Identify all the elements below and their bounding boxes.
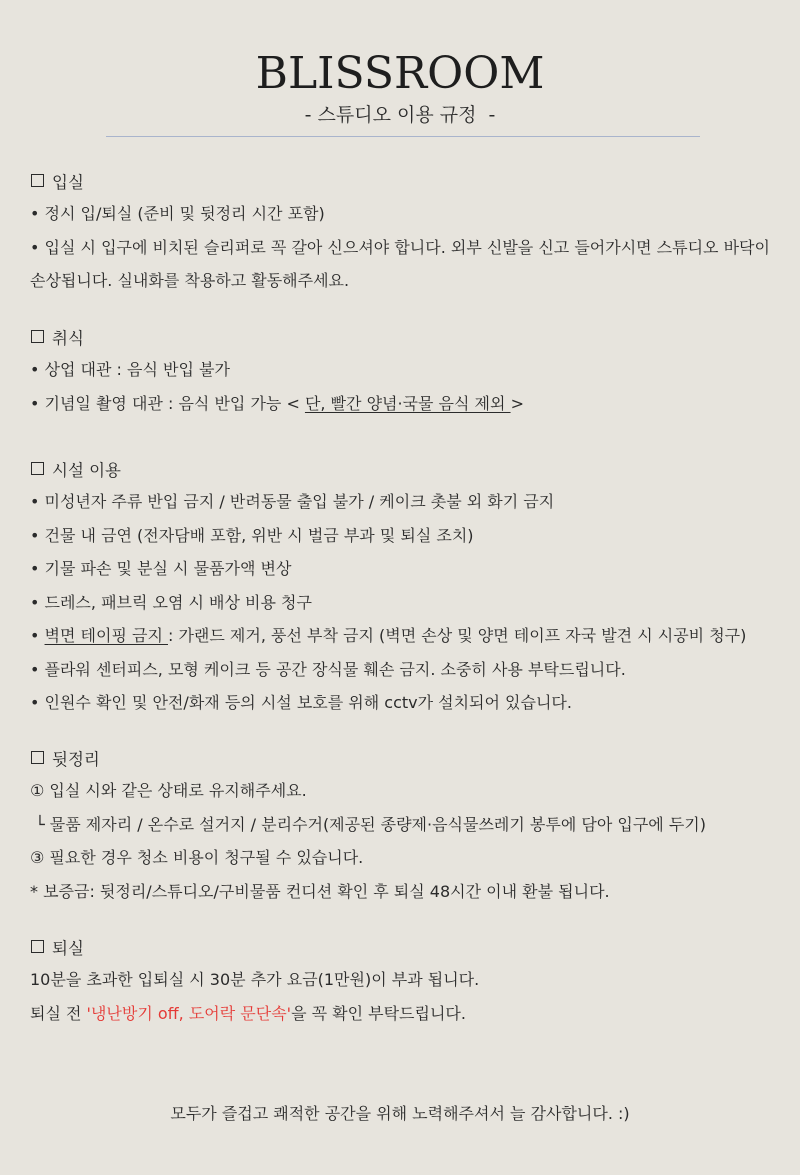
rule-underlined-text: 단, 빨간 양념·국물 음식 제외 (304, 393, 511, 413)
rule-line (30, 619, 775, 653)
rule-text: : 가랜드 제거, 풍선 부착 금지 (벽면 손상 및 양면 테이프 자국 발견 시 시공비 청구) (167, 626, 747, 645)
section-heading (30, 452, 775, 485)
section-food (30, 320, 775, 420)
rule-line: • 기물 파손 및 분실 시 물품가액 변상 (30, 559, 292, 578)
rule-line: └ 물품 제자리 / 온수로 설거지 / 분리수거(제공된 종량제·음식물쓰레기 봉투에 담아 입구에 두기) (30, 814, 706, 834)
rule-line: • 미성년자 주류 반입 금지 / 반려동물 출입 불가 / 케이크 촛불 외 화기 금지 (30, 492, 555, 511)
rule-text: • (30, 626, 45, 645)
header-divider (106, 136, 700, 137)
section-title: 뒷정리 (52, 749, 100, 769)
section-title: 퇴실 (52, 938, 84, 958)
section-checkin (30, 164, 775, 298)
section-title: 시설 이용 (52, 460, 122, 480)
rule-line: ① 입실 시와 같은 상태로 유지해주세요. (30, 781, 307, 800)
rule-line: • 플라워 센터피스, 모형 케이크 등 공간 장식물 훼손 금지. 소중히 사용 부탁드립니다. (30, 659, 626, 679)
rule-text: 을 꼭 확인 부탁드립니다. (291, 1003, 466, 1023)
checkbox-icon (31, 751, 44, 764)
rule-line (30, 387, 775, 421)
checkbox-icon (31, 940, 44, 953)
rule-underlined-text: 벽면 테이핑 금지 (44, 626, 168, 645)
rule-line: • 정시 입/퇴실 (준비 및 뒷정리 시간 포함) (30, 204, 325, 223)
rule-highlight-text: '냉난방기 off, 도어락 문단속' (86, 1003, 292, 1023)
section-heading (30, 320, 775, 353)
rule-line: ③ 필요한 경우 청소 비용이 청구될 수 있습니다. (30, 848, 364, 867)
page-subtitle: - 스튜디오 이용 규정 - (304, 104, 496, 126)
checkbox-icon (31, 174, 44, 187)
rule-text: 퇴실 전 (30, 1003, 87, 1023)
footer-message: 모두가 즐겁고 쾌적한 공간을 위해 노력해주셔서 늘 감사합니다. :) (170, 1104, 630, 1123)
rule-line: * 보증금: 뒷정리/스튜디오/구비물품 컨디션 확인 후 퇴실 48시간 이내 환불 됩니다. (30, 881, 610, 901)
section-facility (30, 452, 775, 720)
section-cleanup (30, 741, 775, 908)
rule-line: • 인원수 확인 및 안전/화재 등의 시설 보호를 위해 cctv가 설치되어 있습니다. (30, 693, 572, 712)
rule-line: • 드레스, 패브릭 오염 시 배상 비용 청구 (30, 592, 312, 612)
checkbox-icon (31, 462, 44, 475)
section-heading (30, 741, 775, 774)
rule-text: > (510, 393, 524, 413)
rule-text: • 기념일 촬영 대관 : 음식 반입 가능 < (30, 393, 305, 413)
section-heading (30, 164, 775, 197)
section-title: 입실 (52, 172, 84, 192)
rule-line: • 상업 대관 : 음식 반입 불가 (30, 360, 230, 379)
rule-line: • 건물 내 금연 (전자담배 포함, 위반 시 벌금 부과 및 퇴실 조치) (30, 525, 474, 545)
rule-line: 10분을 초과한 입퇴실 시 30분 추가 요금(1만원)이 부과 됩니다. (30, 970, 480, 989)
rule-line (30, 997, 775, 1031)
checkbox-icon (31, 330, 44, 343)
rule-line: • 입실 시 입구에 비치된 슬리퍼로 꼭 갈아 신으셔야 합니다. 외부 신발을 신고 들어가시면 스튜디오 바닥이 손상됩니다. 실내화를 착용하고 활동해주세요. (30, 237, 770, 290)
section-checkout (30, 930, 775, 1030)
section-heading (30, 930, 775, 963)
section-title: 취식 (52, 328, 84, 348)
brand-title: BLISSROOM (255, 48, 545, 99)
